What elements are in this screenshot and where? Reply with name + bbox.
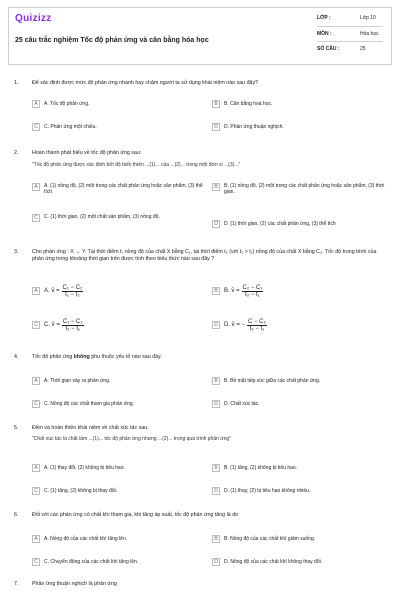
option-c[interactable] <box>32 214 204 234</box>
option-text: D. Phản ứng thuận nghịch. <box>224 124 284 130</box>
option-a[interactable] <box>32 462 202 474</box>
option-letter: A <box>32 100 40 108</box>
question-text: Cho phản ứng : X → Y. Tại thời điểm t₁ nồng độ của chất X bằng C₁, tại thời điểm t₂ (với t₂ > t₁) nồng độ của chất X bằng C₂. Tốc độ trung bình của phản ứng trong khoảng thời gian trên được tính theo biểu thức nào sau đây ? <box>32 249 377 262</box>
quizizz-logo: Quizizz <box>15 13 52 24</box>
option-letter: A <box>32 464 40 472</box>
option-c[interactable] <box>32 485 202 497</box>
question-4 <box>14 354 386 361</box>
option-letter: C <box>32 123 40 131</box>
formula-prefix: D. <box>224 322 230 328</box>
formula-prefix: B. <box>224 288 230 294</box>
formula <box>44 319 84 332</box>
question-text: Để xác định được mức độ phản ứng nhanh hay chậm người ta sử dụng khái niệm nào sau đây? <box>32 80 259 86</box>
fraction <box>62 285 84 298</box>
option-d[interactable] <box>212 121 382 133</box>
option-letter: A <box>32 287 40 295</box>
question-5 <box>14 425 386 443</box>
option-b[interactable] <box>212 183 387 203</box>
option-letter: C <box>32 558 40 566</box>
option-a[interactable] <box>32 183 204 203</box>
option-letter: A <box>32 377 40 385</box>
question-text: Điền và hoàn thiện khái niệm về chất xúc tác sau. <box>32 425 149 431</box>
numerator: C − C₂ <box>248 318 266 325</box>
meta-class <box>317 15 387 21</box>
formula-lhs: v̄ = − <box>231 322 246 328</box>
option-text: B. Nồng độ của các chất khí giảm xuống. <box>224 536 316 542</box>
question-1 <box>14 80 386 87</box>
option-c[interactable] <box>32 121 202 133</box>
meta-key: SỐ CÂU : <box>317 46 340 52</box>
question-statement: "Chất xúc tác là chất làm ...(1)... tốc độ phản ứng nhưng ...(2)... trong quá trình phản ứng" <box>32 436 231 442</box>
option-text: A. (1) thay đổi, (2) không bị tiêu hao. <box>44 465 125 471</box>
option-letter: B <box>212 377 220 385</box>
divider <box>317 41 383 42</box>
formula-prefix: C. <box>44 322 50 328</box>
option-b[interactable] <box>212 533 387 545</box>
worksheet-title: 25 câu trắc nghiệm Tốc độ phản ứng và cân bằng hóa học <box>15 37 209 44</box>
option-letter: B <box>212 535 220 543</box>
meta-key: MÔN : <box>317 31 332 37</box>
option-b[interactable] <box>212 462 387 474</box>
option-text: C. Nồng độ các chất tham gia phản ứng. <box>44 401 135 407</box>
option-d[interactable] <box>212 314 382 336</box>
option-text: D. (1) thời gian, (2) các chất phản ứng, (3) thể tích <box>224 221 336 227</box>
option-letter: D <box>212 487 220 495</box>
option-c[interactable] <box>32 314 202 336</box>
numerator: C₁ − C₂ <box>62 318 83 325</box>
option-letter: B <box>212 100 220 108</box>
option-text: B. Bề mặt tiếp xúc giữa các chất phản ứng. <box>224 378 321 384</box>
option-letter: D <box>212 558 220 566</box>
option-letter: C <box>32 400 40 408</box>
option-d[interactable] <box>212 218 387 230</box>
option-letter: D <box>212 220 220 228</box>
question-number: 6. <box>14 512 19 518</box>
option-text: C. Phản ứng một chiều. <box>44 124 97 130</box>
option-letter: A <box>32 183 40 191</box>
option-text: A. (1) nồng độ, (2) một trong các chất phản ứng hoặc sản phẩm, (3) thể tích. <box>44 183 203 195</box>
question-number: 7. <box>14 581 19 587</box>
meta-subject <box>317 31 387 37</box>
formula-prefix: A. <box>44 288 50 294</box>
denominator: t₂ − t₁ <box>65 325 81 332</box>
numerator: C₂ − C₁ <box>242 284 263 291</box>
option-text: B. Cân bằng hoá học. <box>224 101 273 107</box>
fraction <box>242 285 264 298</box>
option-text: B. (1) tăng, (2) không bị tiêu hao. <box>224 465 298 471</box>
option-letter: D <box>212 400 220 408</box>
option-text: B. (1) nồng độ, (2) một trong các chất phản ứng hoặc sản phẩm, (3) thời gian. <box>224 183 385 195</box>
option-text: A. Tốc độ phản ứng. <box>44 101 90 107</box>
question-2 <box>14 150 386 169</box>
meta-key: LỚP : <box>317 15 331 21</box>
fraction <box>62 319 84 332</box>
numerator: C₁ − C₂ <box>62 284 83 291</box>
option-letter: A <box>32 535 40 543</box>
option-c[interactable] <box>32 398 202 410</box>
question-statement: "Tốc độ phản ứng được xác định bởi độ biến thiên ...(1)... của ...(2)... trong một đơn vị ...(3)..." <box>32 162 241 168</box>
denominator: t₁ − t₂ <box>65 291 80 298</box>
question-number: 4. <box>14 354 19 360</box>
question-number: 2. <box>14 150 19 156</box>
question-text: Phản ứng thuận nghịch là phản ứng <box>32 581 117 587</box>
question-3 <box>14 249 386 263</box>
option-text: D. Nồng độ của các chất khí không thay đổi. <box>224 559 323 565</box>
option-text: D. Chất xúc tác. <box>224 401 260 407</box>
fraction <box>247 319 267 332</box>
option-a[interactable] <box>32 375 202 387</box>
option-text: C. (1) tăng, (2) không bị thay đổi. <box>44 488 118 494</box>
formula <box>224 285 263 298</box>
option-d[interactable] <box>212 485 387 497</box>
option-text: D. (1) thay, (2) bị tiêu hao không nhiều. <box>224 488 311 494</box>
question-text-post: phụ thuộc yếu tố nào sau đây. <box>89 354 162 360</box>
option-letter: B <box>212 287 220 295</box>
option-letter: D <box>212 321 220 329</box>
question-text <box>32 354 386 361</box>
question-number: 5. <box>14 425 19 431</box>
meta-value: Lớp 10 <box>360 15 376 21</box>
option-a[interactable] <box>32 533 202 545</box>
option-letter: C <box>32 487 40 495</box>
question-number: 1. <box>14 80 19 86</box>
option-c[interactable] <box>32 556 202 568</box>
divider <box>317 26 383 27</box>
question-text-pre: Tốc độ phản ứng <box>32 354 74 360</box>
meta-value: Hóa học <box>360 31 379 37</box>
formula-lhs: v̄ = <box>51 288 60 294</box>
meta-count <box>317 46 387 52</box>
denominator: t₂ − t₁ <box>249 325 265 332</box>
question-7 <box>14 581 386 588</box>
formula-lhs: v̄ = <box>51 322 60 328</box>
formula <box>224 319 267 332</box>
question-text: Đối với các phản ứng có chất khí tham gia, khi tăng áp suất, tốc độ phản ứng tăng là do <box>32 512 239 518</box>
option-letter: C <box>32 214 40 222</box>
option-b[interactable] <box>212 280 382 302</box>
meta-value: 25 <box>360 46 366 52</box>
option-b[interactable] <box>212 98 382 110</box>
option-a[interactable] <box>32 280 202 302</box>
option-letter: B <box>212 183 220 191</box>
option-text: C. Chuyển động của các chất khí tăng lên. <box>44 559 139 565</box>
option-letter: D <box>212 123 220 131</box>
formula-lhs: v̄ = <box>231 288 240 294</box>
denominator: t₂ − t₁ <box>245 291 260 298</box>
option-text: A. Thời gian xảy ra phản ứng. <box>44 378 111 384</box>
question-text: Hoàn thành phát biểu về tốc độ phản ứng sau: <box>32 150 142 156</box>
formula <box>44 285 83 298</box>
option-text: A. Nồng độ của các chất khí tăng lên. <box>44 536 128 542</box>
question-6 <box>14 512 386 519</box>
question-text-emphasis: không <box>73 354 90 360</box>
option-letter: C <box>32 321 40 329</box>
question-number: 3. <box>14 249 19 255</box>
option-text: C. (1) thời gian, (2) một chất sản phẩm, (3) nồng độ. <box>44 214 160 220</box>
option-b[interactable] <box>212 375 387 387</box>
option-letter: B <box>212 464 220 472</box>
option-d[interactable] <box>212 398 387 410</box>
option-d[interactable] <box>212 556 387 568</box>
option-a[interactable] <box>32 98 202 110</box>
